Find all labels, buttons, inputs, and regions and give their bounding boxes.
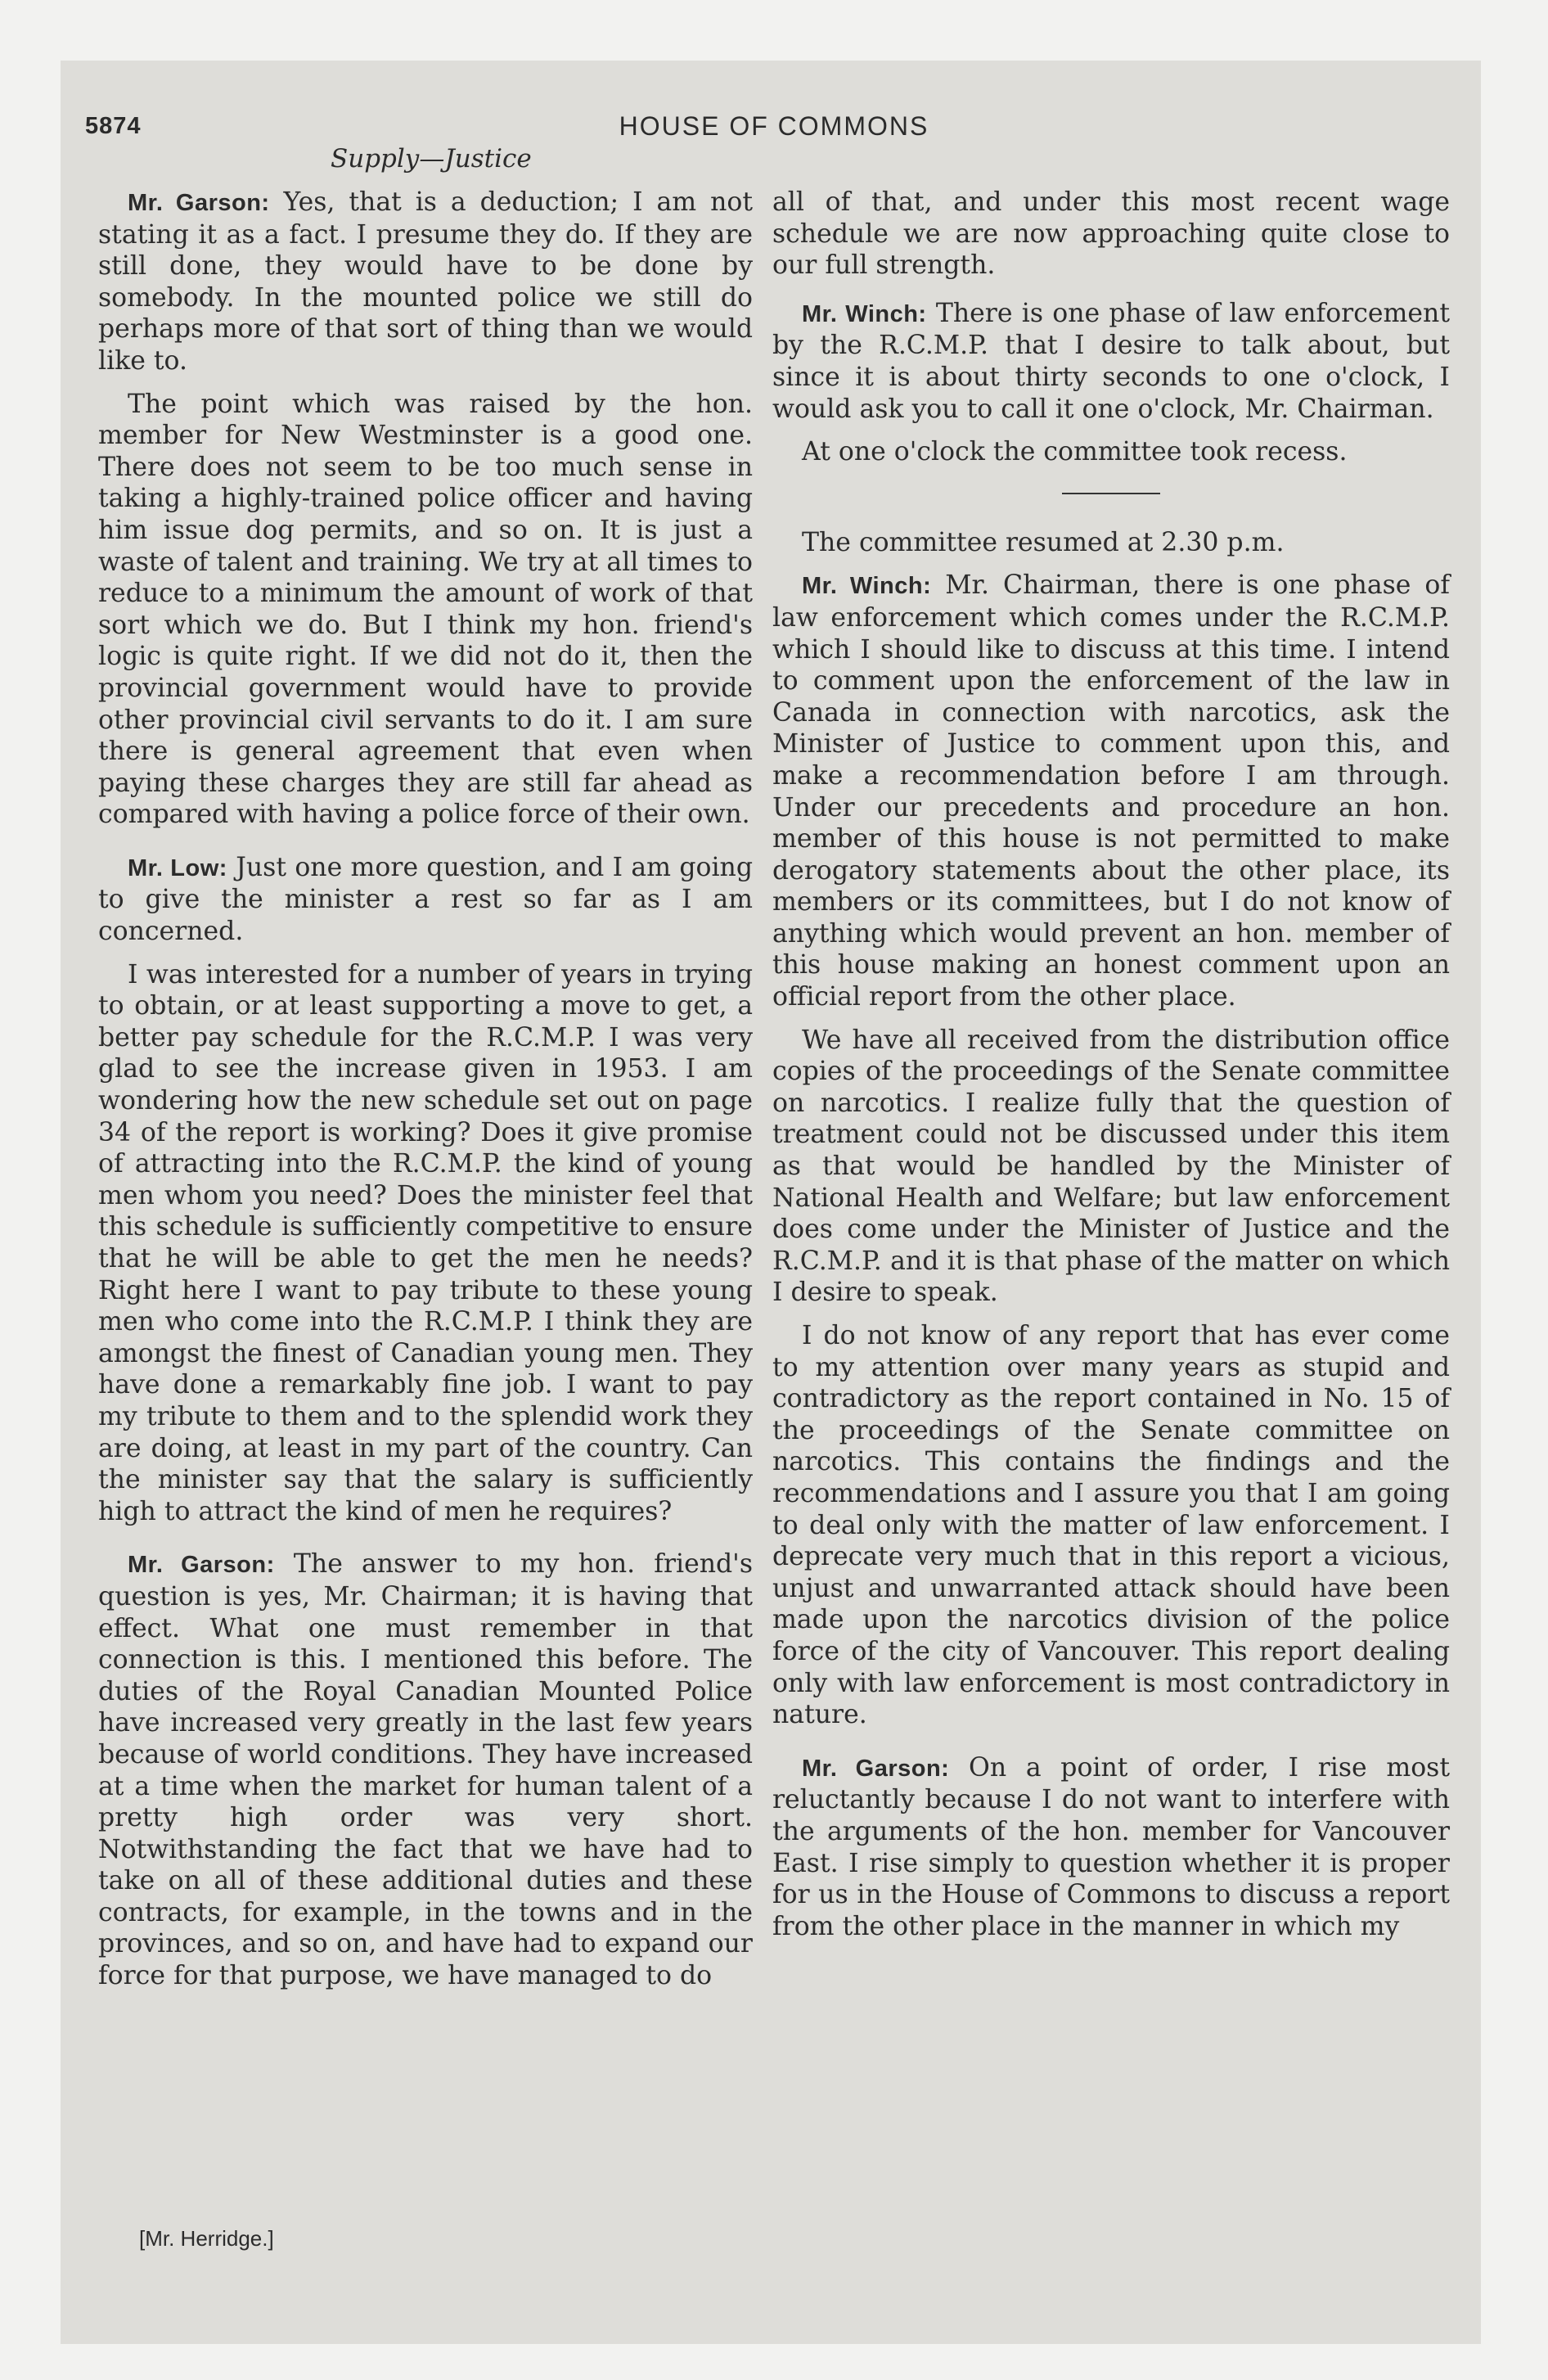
- page-number: 5874: [85, 113, 142, 139]
- speaker-name: Mr. Winch:: [802, 300, 927, 327]
- paragraph: I do not know of any report that has ever come to my attention over many years as stupid and contradictory as the report contained in No. 15 of the proceedings of the Senate committee on narcotics. This contains the findings and the recommendations and I assure you that I am going to deal only with the matter of law enforcement. I deprecate very much that in this report a vicious, unjust and unwarranted attack should have been made upon the narcotics division of the police force of the city of Vancouver. This report dealing only with law enforcement is most contradictory in nature.: [772, 1321, 1450, 1730]
- footer-note: [Mr. Herridge.]: [139, 2226, 274, 2251]
- paragraph: [98, 1548, 753, 1991]
- paragraph: [772, 298, 1450, 425]
- paragraph: [98, 187, 753, 377]
- speaker-name: Mr. Garson:: [802, 1755, 950, 1782]
- paragraph: [772, 1752, 1450, 1943]
- speech-text: Mr. Chairman, there is one phase of law enforcement which comes under the R.C.M.P. which I should like to discuss at this time. I intend to comment upon the enforcement of the law in Canada in connection with narcotics, ask the Minister of Justice to comment upon this, and make a recommendation before I am through. Under our precedents and procedure an hon. member of this house is not permitted to make derogatory statements about the other place, its members or its committees, but I do not know of anything which would prevent an hon. member of this house making an honest comment upon an official report from the other place.: [772, 570, 1450, 1012]
- speaker-name: Mr. Garson:: [128, 190, 270, 216]
- speech-text: Yes, that is a deduction; I am not stating it as a fact. I presume they do. If they are still done, they would have to be done by somebody. In the mounted police we still do perhaps more of that sort of thing than we would like to.: [98, 187, 753, 376]
- speech-text: On a point of order, I rise most reluctantly because I do not want to interfere with the arguments of the hon. member for Vancouver East. I rise simply to question whether it is proper for us in the House of Commons to discuss a report from the other place in the manner in which my: [772, 1752, 1450, 1941]
- paragraph: The committee resumed at 2.30 p.m.: [802, 527, 1285, 557]
- right-column: [772, 187, 1450, 1954]
- section-subtitle: Supply—Justice: [331, 144, 532, 174]
- speech-text: Just one more question, and I am going to give the minister a rest so far as I am concerned.: [98, 852, 753, 947]
- speech-text: There is one phase of law enforcement by the R.C.M.P. that I desire to talk about, but since it is about thirty seconds to one o'clock, I would ask you to call it one o'clock, Mr. Chairman.: [772, 298, 1450, 424]
- running-head: HOUSE OF COMMONS: [619, 111, 929, 141]
- left-column: [98, 187, 753, 2004]
- paragraph: I was interested for a number of years in trying to obtain, or at least supporting a move to get, a better pay schedule for the R.C.M.P. I was very glad to see the increase given in 1953. I am wondering how the new schedule set out on page 34 of the report is working? Does it give promise of attracting into the R.C.M.P. the kind of young men whom you need? Does the minister feel that this schedule is sufficiently competitive to ensure that he will be able to get the men he needs? Right here I want to pay tribute to these young men who come into the R.C.M.P. I think they are amongst the finest of Canadian young men. They have done a remarkably fine job. I want to pay my tribute to them and to the splendid work they are doing, at least in my part of the country. Can the minister say that the salary is sufficiently high to attract the kind of men he requires?: [98, 959, 753, 1526]
- speech-text: The answer to my hon. friend's question is yes, Mr. Chairman; it is having that effect. What one must remember in that connection is this. I mentioned this before. The duties of the Royal Canadian Mounted Police have increased very greatly in the last few years because of world conditions. They have increased at a time when the market for human talent of a pretty high order was very short. Notwithstanding the fact that we have had to take on all of these additional duties and these contracts, for example, in the towns and in the provinces, and so on, and have had to expand our force for that purpose, we have managed to do: [98, 1549, 753, 1991]
- paragraph: The point which was raised by the hon. member for New Westminster is a good one. There does not seem to be too much sense in taking a highly-trained police officer and having him issue dog permits, and so on. It is just a waste of talent and training. We try at all times to reduce to a minimum the amount of work of that sort which we do. But I think my hon. friend's logic is quite right. If we did not do it, then the provincial government would have to provide other provincial civil servants to do it. I am sure there is general agreement that even when paying these charges they are still far ahead as compared with having a police force of their own.: [98, 389, 753, 830]
- section-divider: [1062, 493, 1160, 494]
- speaker-name: Mr. Garson:: [128, 1552, 275, 1579]
- paragraph: [772, 570, 1450, 1012]
- paragraph: all of that, and under this most recent wage schedule we are now approaching quite close to our full strength.: [772, 187, 1450, 281]
- paragraph: [98, 852, 753, 948]
- paragraph: At one o'clock the committee took recess.: [802, 437, 1348, 467]
- speaker-name: Mr. Winch:: [802, 573, 932, 600]
- speaker-name: Mr. Low:: [128, 854, 227, 881]
- paragraph: We have all received from the distribution office copies of the proceedings of the Senate committee on narcotics. I realize fully that the question of treatment could not be discussed under this item as that would be handled by the Minister of National Health and Welfare; but law enforcement does come under the Minister of Justice and the R.C.M.P. and it is that phase of the matter on which I desire to speak.: [772, 1025, 1450, 1308]
